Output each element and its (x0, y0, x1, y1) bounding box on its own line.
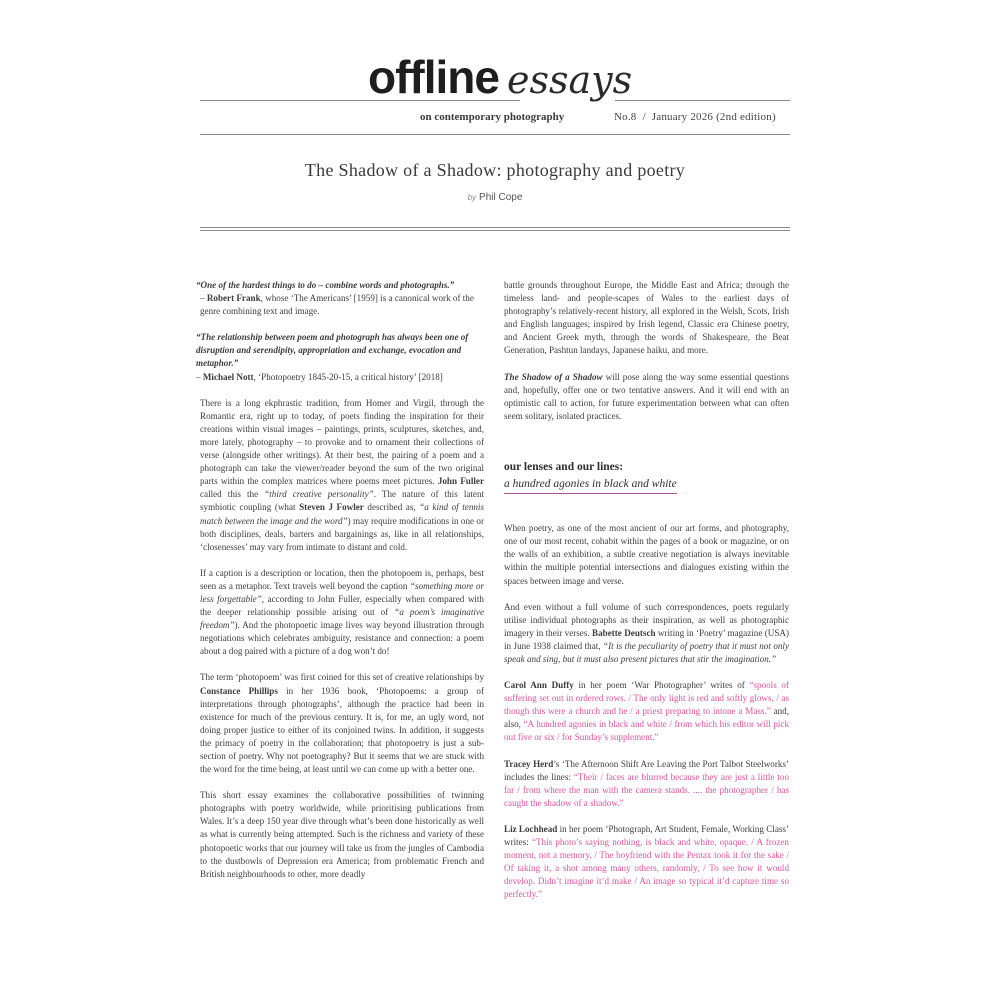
paragraph: This short essay examines the collaborative possibilities of twinning photographs with poetry worldwide, while prioritising publications from Wales. It’s a deep 150 year dive through what’s been done historically as well as what is currently being attempted. Such is the richness and variety of these photopoetic works that our journey will take us from the jungles of Cambodia to the dustbowls of Depression era America; from problematic French and British neighbourhoods to other, more deadly (200, 790, 484, 879)
paragraph (504, 371, 789, 423)
paragraph (196, 397, 484, 554)
inline-quote: “third creative personality” (264, 489, 374, 500)
logo-wordmark-essays: essays (506, 58, 633, 102)
section-title: our lenses and our lines: (504, 460, 624, 473)
person-name: John Fuller (437, 476, 484, 487)
person-name: Robert Frank (206, 293, 261, 304)
text-run: The term ‘photopoem’ was first coined for this set of creative relationships by (200, 672, 484, 683)
dash: – (196, 371, 203, 382)
section-subtitle: a hundred agonies in black and white (504, 478, 677, 494)
person-name: Tracey Herd (504, 758, 554, 769)
text-run: writing in ‘Poetry’ magazine (USA) in June 1938 claimed that, (504, 627, 789, 651)
person-name: Carol Ann Duffy (504, 680, 574, 691)
author-name[interactable]: Phil Cope (479, 192, 523, 203)
byline-label: by (467, 193, 477, 202)
epigraph-nott (196, 331, 484, 383)
site-logo[interactable] (368, 51, 633, 103)
dash: – (200, 293, 207, 304)
epigraph-quote: “The relationship between poem and photograph has always been one of disruption and serendipity, appropriation and exchange, evocation and metaphor.” (196, 332, 469, 369)
text-run: . The nature of this latent symbiotic coupling (what (200, 489, 485, 513)
poem-quote: “This photo’s saying nothing, is black and white, opaque. / A frozen moment, not a memory. / The boyfriend with the Pentax took it for the sake / Of taking it, a shot among many others, randomly, / To see how it would develop. Didn’t imagine it’d make / An image so typical it’d capture time so perfectly.” (504, 837, 789, 900)
issue-date: January 2026 (2nd edition) (651, 111, 776, 123)
text-run: described as, (363, 502, 420, 513)
issue-separator: / (642, 111, 646, 123)
byline (200, 192, 790, 203)
text-run: in her poem ‘Photograph, Art Student, Female, Working Class’ writes: (504, 823, 789, 847)
paragraph (504, 601, 789, 666)
text-run: If a caption is a description or location, then the photopoem is, perhaps, best seen as a metaphor. Text travels well beyond the caption (200, 567, 484, 591)
inline-quote: “a poem’s imaginative freedom” (200, 607, 484, 631)
title-divider-bottom (200, 230, 790, 231)
masthead-rule-left (200, 100, 520, 101)
masthead-rule-bottom (200, 134, 790, 135)
text-run: in her poem ‘War Photographer’ writes of (573, 680, 750, 691)
paragraph (504, 679, 789, 744)
paragraph (196, 671, 484, 776)
masthead-rule-right (615, 100, 790, 101)
text-run: There is a long ekphrastic tradition, from Homer and Virgil, through the Romantic era, right up to today, of poets finding the inspiration for their creations within visual images – paintings, prints, sculptures, sketches, and, more lately, photography – to provoke and to ornament their collections of verse (alongside other writings). At their best, the pairing of a poem and a photograph can take the viewer/reader beyond the sum of the two original parts within the complex matrices where poems meet pictures. (200, 397, 484, 487)
tagline: on contemporary photography (420, 111, 565, 123)
person-name: Liz Lochhead (504, 823, 558, 834)
issue-info (614, 111, 776, 123)
inline-quote: “a kind of tennis match between the image and the word” (200, 502, 484, 526)
article-title: The Shadow of a Shadow: photography and poetry (304, 160, 686, 180)
text-run: , according to John Fuller, especially when compared with the deeper relationship possible arising out of (200, 593, 484, 618)
paragraph (504, 758, 789, 810)
text-run: in her 1936 book, ‘Photopoems: a group of interpretations through photographs’, although the practice had been in existence for much of the previous century. It is, for me, an ugly word, not doing proper justice to either of its conjoined twins. In addition, it suggests the primacy of poetry in the collaboration; that photopoetry is just a sub-section of poetry. Why not poetography? But it seems that we are stuck with the word for the time being, at least until we can come up with a better one. (200, 685, 484, 775)
logo-wordmark-offline: offline (368, 51, 499, 103)
poem-quote: “spools of suffering set out in ordered rows. / The only light is red and softly glows, / as though this were a church and he / a priest preparing to intone a Mass.” (504, 680, 789, 717)
text-run: called this the (200, 489, 265, 500)
text-run: ). And the photopoetic image lives way beyond illustration through negotiations which celebrates ambiguity, resistance and connection: a poem about a dog paired with a picture of a dog won’t do! (200, 620, 484, 657)
text-run: and, also, (504, 706, 789, 730)
paragraph: battle grounds throughout Europe, the Middle East and Africa; through the timeless land- and people-scapes of Wales to the earliest days of photography’s relatively-recent history, all explored in the Welsh, Scots, Irish and English languages; inspired by Irish legend, Classic era Chinese poetry, and Ancient Greek myth, through the words of Shakespeare, the Beat Generation, Pashtun landays, Japanese haiku, and more. (504, 280, 789, 356)
attribution-text: , ‘Photopoetry 1845-20-15, a critical history’ [2018] (253, 371, 443, 382)
epigraph-attribution (196, 292, 484, 318)
inline-quote: “something more or less forgettable” (200, 580, 484, 604)
title-divider-top (200, 227, 790, 228)
issue-number: No.8 (614, 111, 637, 123)
article-column-right (504, 279, 789, 914)
attribution-text: , whose ‘The Americans’ [1959] is a canonical work of the genre combining text and image. (200, 293, 474, 317)
work-title: The Shadow of a Shadow (504, 371, 603, 382)
person-name: Babette Deutsch (592, 627, 656, 638)
poem-quote: “Their / faces are blurred because they are just a little too far / from where the man with the camera stands. .... the photographer / has caught the shadow of a shadow.” (504, 771, 789, 808)
inline-quote: “It is the peculiarity of poetry that it must not only speak and sing, but it must also present pictures that stir the imagination.” (504, 640, 789, 664)
person-name: Steven J Fowler (299, 502, 364, 513)
poem-quote: “A hundred agonies in black and white / from which his editor will pick out five or six / for Sunday’s supplement.” (504, 719, 789, 743)
section-heading (504, 461, 789, 494)
epigraph-frank (196, 279, 484, 318)
text-run: And even without a full volume of such correspondences, poets regularly utilise individual photographs as their inspiration, as well as photographic imagery in their verses. (504, 601, 789, 638)
person-name: Constance Phillips (200, 685, 278, 696)
text-run: ) may require modifications in one or both disciplines, deals, barters and bargainings as, like in all relationships, ‘closenesses’ may vary from intimate to distant and cold. (200, 515, 484, 552)
paragraph (504, 823, 789, 902)
epigraph-quote: “One of the hardest things to do – combine words and photographs.” (196, 280, 455, 290)
paragraph: When poetry, as one of the most ancient of our art forms, and photography, one of our most recent, cohabit within the pages of a book or magazine, or on the walls of an exhibition, a subtle creative negotiation is always inevitable within the multiple potential intersections and dialogues existing within the spaces between image and verse. (504, 523, 789, 586)
epigraph-attribution (196, 371, 484, 384)
text-run: ’s ‘The Afternoon Shift Are Leaving the Port Talbot Steelworks’ includes the lines: (504, 758, 789, 782)
person-name: Michael Nott (202, 371, 254, 382)
text-run: will pose along the way some essential questions and, hopefully, offer one or two tentative answers. And it will end with an optimistic call to action, for future experimentation between what can often seem solitary, isolated practices. (504, 371, 789, 421)
article-column-left (196, 279, 484, 894)
paragraph (196, 567, 484, 659)
